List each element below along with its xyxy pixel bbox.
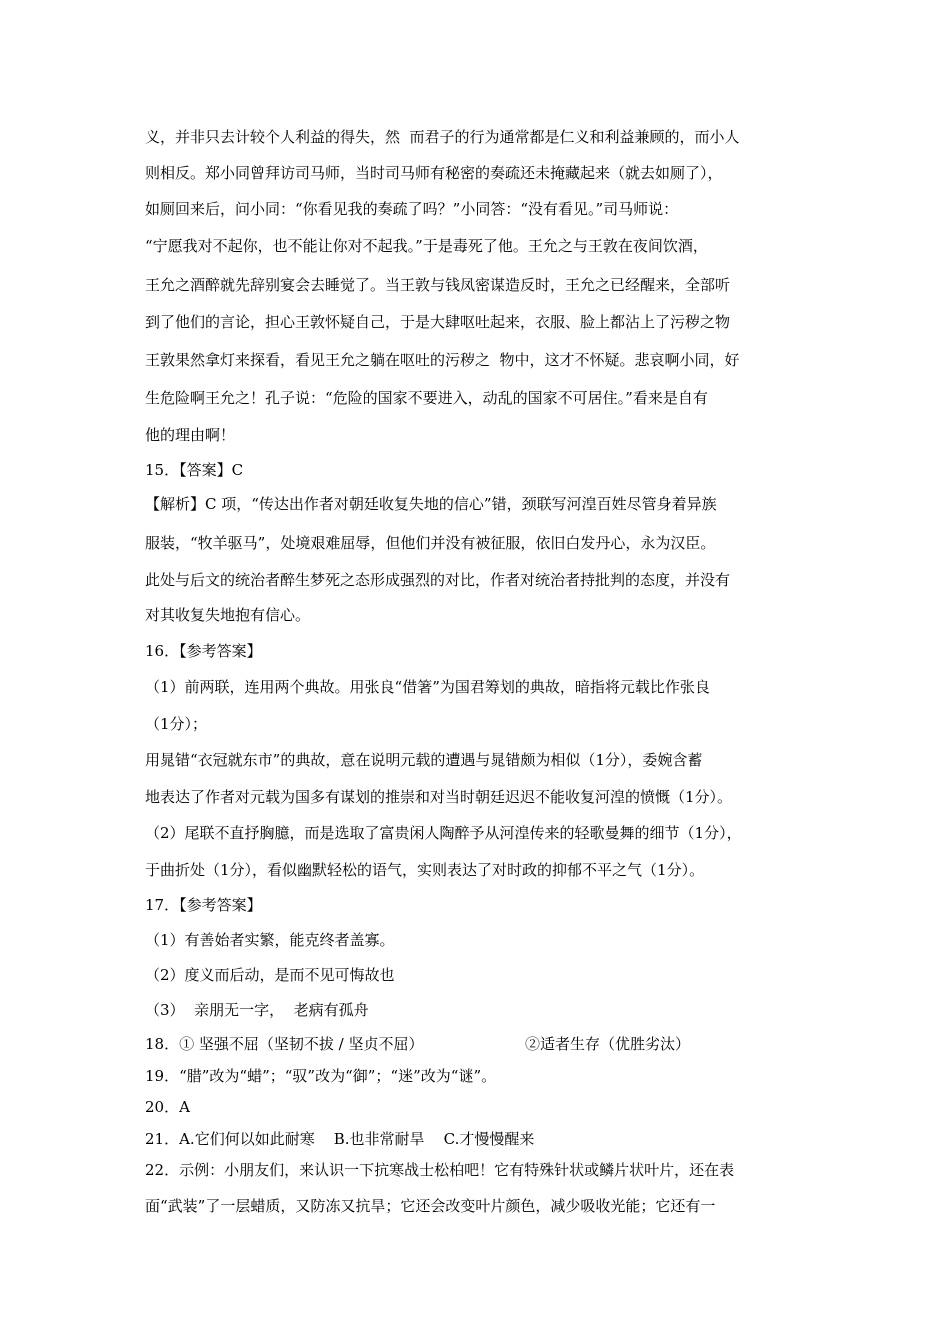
question-17-heading: 17．【参考答案】 (145, 896, 262, 914)
question-21-answer: 21．A.它们何以如此耐寒 B.也非常耐旱 C.才慢慢醒来 (145, 1130, 535, 1148)
question-19-answer: 19．“腊”改为“蜡”；“驭”改为“御”；“迷”改为“谜”。 (145, 1067, 497, 1085)
question-22-answer: 22．示例：小朋友们，来认识一下抗寒战士松柏吧！它有特殊针状或鳞片状叶片，还在表 (145, 1161, 735, 1179)
text-line: （1）有善始者实繁，能克终者盖寡。 (145, 931, 395, 949)
question-18-answer-1: 18．① 坚强不屈（坚韧不拔 / 坚贞不屈） (145, 1035, 424, 1053)
text-line: 则相反。郑小同曾拜访司马师，当时司马师有秘密的奏疏还未掩藏起来（就去如厕了）， (145, 164, 723, 182)
question-20-answer: 20．A (145, 1098, 190, 1116)
text-line: （2）度义而后动，是而不见可悔故也 (145, 966, 395, 984)
text-line: 对其收复失地抱有信心。 (145, 606, 311, 624)
text-line: 于曲折处（1分），看似幽默轻松的语气，实则表达了对时政的抑郁不平之气（1分）。 (145, 861, 705, 879)
text-line: “宁愿我对不起你，也不能让你对不起我。”于是毒死了他。王允之与王敦在夜间饮酒， (145, 237, 708, 255)
text-line: （3） 亲朋无一字， 老病有孤舟 (145, 1001, 369, 1019)
text-line: 如厕回来后，问小同：“你看见我的奏疏了吗？”小同答：“没有看见。”司马师说： (145, 200, 679, 218)
text-line: （1分）； (145, 715, 208, 733)
text-line: 服装，“牧羊驱马”，处境艰难屈辱，但他们并没有被征服，依旧白发丹心，永为汉臣。 (145, 534, 716, 552)
text-line: 王允之酒醉就先辞别宴会去睡觉了。当王敦与钱凤密谋造反时，王允之已经醒来，全部听 (145, 276, 731, 294)
question-18-answer-2: ②适者生存（优胜劣汰） (525, 1035, 691, 1053)
text-line: 王敦果然拿灯来探看，看见王允之躺在呕吐的污秽之 物中，这才不怀疑。悲哀啊小同，好 (145, 351, 740, 369)
text-line: 他的理由啊！ (145, 426, 236, 444)
text-line: 生危险啊王允之！孔子说：“危险的国家不要进入，动乱的国家不可居住。”看来是自有 (145, 389, 708, 407)
text-line: 用晁错“衣冠就东市”的典故，意在说明元载的遭遇与晁错颇为相似（1分），委婉含蓄 (145, 751, 703, 769)
question-16-heading: 16．【参考答案】 (145, 642, 262, 660)
text-line: 面“武装”了一层蜡质，又防冻又抗旱；它还会改变叶片颜色，减少吸收光能；它还有一 (145, 1197, 716, 1215)
text-line: 到了他们的言论，担心王敦怀疑自己，于是大肆呕吐起来，衣服、脸上都沾上了污秽之物 (145, 313, 731, 331)
question-15-answer: 15．【答案】C (145, 461, 244, 479)
text-line: 义，并非只去计较个人利益的得失，然 而君子的行为通常都是仁义和利益兼顾的，而小人 (145, 128, 740, 146)
text-line: （1）前两联，连用两个典故。用张良“借箸”为国君筹划的典故，暗指将元载比作张良 (145, 678, 710, 696)
text-line: 【解析】C 项，“传达出作者对朝廷收复失地的信心”错，颈联写河湟百姓尽管身着异族 (145, 495, 717, 513)
text-line: 地表达了作者对元载为国多有谋划的推崇和对当时朝廷迟迟不能收复河湟的愤慨（1分）。 (145, 788, 733, 806)
text-line: 此处与后文的统治者醉生梦死之态形成强烈的对比，作者对统治者持批判的态度，并没有 (145, 571, 731, 589)
text-line: （2）尾联不直抒胸臆，而是选取了富贵闲人陶醉予从河湟传来的轻歌曼舞的细节（1分）， (145, 824, 742, 842)
